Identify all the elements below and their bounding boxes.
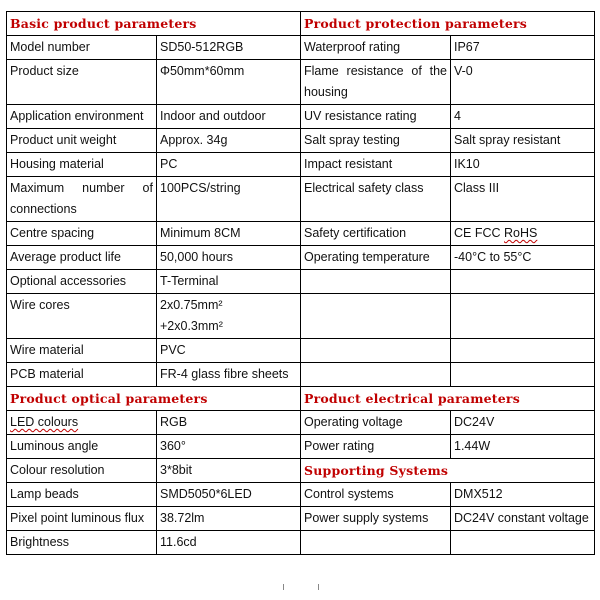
param-value: DC24V: [451, 411, 595, 435]
param-label: Model number: [7, 36, 157, 60]
param-value: 1.44W: [451, 435, 595, 459]
table-row: [7, 387, 595, 411]
table-row: [7, 12, 595, 36]
section-header-basic: Basic product parameters: [7, 12, 301, 36]
param-label: Electrical safety class: [301, 177, 451, 222]
section-header-supporting: Supporting Systems: [301, 459, 595, 483]
table-row: [7, 177, 595, 222]
empty-cell: [301, 363, 451, 387]
empty-cell: [451, 339, 595, 363]
param-value: Salt spray resistant: [451, 129, 595, 153]
param-value: 100PCS/string: [157, 177, 301, 222]
empty-cell: [451, 531, 595, 555]
param-label: Operating temperature: [301, 246, 451, 270]
param-label: Average product life: [7, 246, 157, 270]
param-label: Power rating: [301, 435, 451, 459]
param-value: V-0: [451, 60, 595, 105]
param-value: DC24V constant voltage: [451, 507, 595, 531]
empty-cell: [451, 363, 595, 387]
param-label: Luminous angle: [7, 435, 157, 459]
wire-core-line-2: +2x0.3mm²: [160, 319, 223, 333]
page-tick-mark: [283, 584, 284, 590]
param-label: Safety certification: [301, 222, 451, 246]
param-value: SD50-512RGB: [157, 36, 301, 60]
empty-cell: [451, 294, 595, 339]
empty-cell: [301, 270, 451, 294]
param-label: Colour resolution: [7, 459, 157, 483]
param-value: T-Terminal: [157, 270, 301, 294]
spec-table: [6, 11, 595, 555]
table-row: [7, 507, 595, 531]
param-value: Minimum 8CM: [157, 222, 301, 246]
param-value: 11.6cd: [157, 531, 301, 555]
param-label: Housing material: [7, 153, 157, 177]
param-value: SMD5050*6LED: [157, 483, 301, 507]
section-header-optical: Product optical parameters: [7, 387, 301, 411]
param-value: FR-4 glass fibre sheets: [157, 363, 301, 387]
table-row: [7, 483, 595, 507]
param-label: Power supply systems: [301, 507, 451, 531]
table-row: [7, 246, 595, 270]
table-row: [7, 129, 595, 153]
param-value: DMX512: [451, 483, 595, 507]
param-value: Φ50mm*60mm: [157, 60, 301, 105]
param-label: Impact resistant: [301, 153, 451, 177]
table-row: [7, 60, 595, 105]
param-label: Control systems: [301, 483, 451, 507]
section-header-electrical: Product electrical parameters: [301, 387, 595, 411]
param-label: Maximum number of connections: [7, 177, 157, 222]
table-row: [7, 411, 595, 435]
empty-cell: [451, 270, 595, 294]
param-value: 4: [451, 105, 595, 129]
param-value: IK10: [451, 153, 595, 177]
table-row: [7, 294, 595, 339]
param-value: 50,000 hours: [157, 246, 301, 270]
table-row: [7, 531, 595, 555]
param-label: Pixel point luminous flux: [7, 507, 157, 531]
param-value: IP67: [451, 36, 595, 60]
table-row: [7, 36, 595, 60]
param-label: Product size: [7, 60, 157, 105]
param-value: PC: [157, 153, 301, 177]
param-label: [7, 411, 157, 435]
param-label: Operating voltage: [301, 411, 451, 435]
param-value: PVC: [157, 339, 301, 363]
param-value: Class III: [451, 177, 595, 222]
param-value: 38.72lm: [157, 507, 301, 531]
table-row: [7, 105, 595, 129]
page-tick-mark: [318, 584, 319, 590]
wire-core-line-1: 2x0.75mm²: [160, 298, 223, 312]
led-colours-label: LED colours: [10, 415, 79, 429]
param-value: Approx. 34g: [157, 129, 301, 153]
table-row: [7, 270, 595, 294]
param-label: Product unit weight: [7, 129, 157, 153]
param-value: -40°C to 55°C: [451, 246, 595, 270]
param-label: Salt spray testing: [301, 129, 451, 153]
param-label: PCB material: [7, 363, 157, 387]
table-row: [7, 222, 595, 246]
empty-cell: [301, 531, 451, 555]
param-value: [451, 222, 595, 246]
param-label: Wire cores: [7, 294, 157, 339]
table-row: [7, 435, 595, 459]
section-header-protection: Product protection parameters: [301, 12, 595, 36]
param-label: Optional accessories: [7, 270, 157, 294]
empty-cell: [301, 294, 451, 339]
param-label: Brightness: [7, 531, 157, 555]
param-label: Wire material: [7, 339, 157, 363]
param-value: RGB: [157, 411, 301, 435]
table-row: [7, 459, 595, 483]
rohs-text: RoHS: [504, 226, 538, 240]
param-label: Centre spacing: [7, 222, 157, 246]
param-label: Lamp beads: [7, 483, 157, 507]
param-label: Waterproof rating: [301, 36, 451, 60]
table-row: [7, 363, 595, 387]
param-value: 360°: [157, 435, 301, 459]
certification-text: CE FCC: [454, 226, 504, 240]
param-label: Flame resistance of the housing: [301, 60, 451, 105]
table-row: [7, 153, 595, 177]
param-value: [157, 294, 301, 339]
param-value: 3*8bit: [157, 459, 301, 483]
param-label: Application environment: [7, 105, 157, 129]
param-label: UV resistance rating: [301, 105, 451, 129]
table-row: [7, 339, 595, 363]
empty-cell: [301, 339, 451, 363]
param-value: Indoor and outdoor: [157, 105, 301, 129]
